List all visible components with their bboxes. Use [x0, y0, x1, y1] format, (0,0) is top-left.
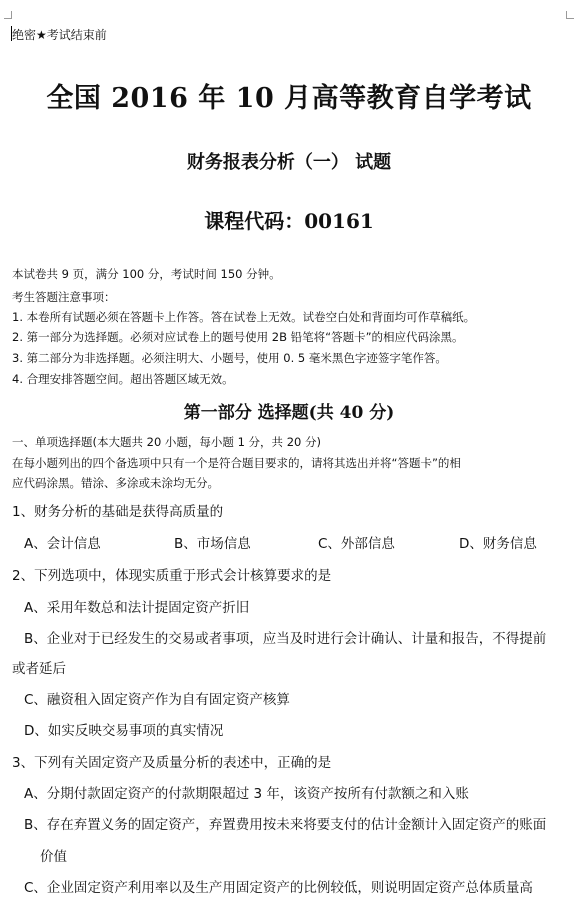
instruction-line: 2. 第一部分为选择题。必须对应试卷上的题号使用 2B 铅笔将“答题卡”的相应代码涂黑。 [12, 330, 464, 344]
question-stem: 1、财务分析的基础是获得高质量的 [12, 504, 224, 520]
crop-mark [11, 11, 12, 19]
single-choice-intro: 应代码涂黑。错涂、多涂或未涂均无分。 [12, 476, 219, 490]
instruction-line: 4. 合理安排答题空间。超出答题区域无效。 [12, 372, 234, 386]
question-option: C、企业固定资产利用率以及生产用固定资产的比例较低，则说明固定资产总体质量高 [24, 880, 533, 896]
question-option: A、采用年数总和法计提固定资产折旧 [24, 600, 250, 616]
question-option: A、分期付款固定资产的付款期限超过 3 年，该资产按所有付款额之和入账 [24, 786, 469, 802]
instruction-line: 本试卷共 9 页，满分 100 分，考试时间 150 分钟。 [12, 267, 281, 281]
question-option: D、财务信息 [459, 536, 537, 552]
instruction-line: 3. 第二部分为非选择题。必须注明大、小题号，使用 0. 5 毫米黑色字迹签字笔作答。 [12, 351, 447, 365]
question-option: B、存在弃置义务的固定资产，弃置费用按未来将要支付的估计金额计入固定资产的账面 [24, 817, 547, 833]
confidential-note: 绝密★考试结束前 [12, 28, 107, 42]
question-stem: 3、下列有关固定资产及质量分析的表述中，正确的是 [12, 755, 332, 771]
question-option-continuation: 或者延后 [12, 661, 66, 677]
question-option: B、企业对于已经发生的交易或者事项，应当及时进行会计确认、计量和报告，不得提前 [24, 631, 547, 647]
question-option-continuation: 价值 [40, 849, 67, 865]
question-option: B、市场信息 [174, 536, 251, 552]
exam-title: 全国 2016 年 10 月高等教育自学考试 [46, 83, 532, 114]
instruction-line: 1. 本卷所有试题必须在答题卡上作答。答在试卷上无效。试卷空白处和背面均可作草稿纸。 [12, 310, 476, 324]
question-option: C、外部信息 [318, 536, 395, 552]
subject-title: 财务报表分析（一） 试题 [186, 152, 392, 173]
question-option: A、会计信息 [24, 536, 101, 552]
section-title: 第一部分 选择题(共 40 分) [183, 403, 395, 423]
course-code: 课程代码：00161 [204, 209, 374, 233]
single-choice-intro: 在每小题列出的四个备选项中只有一个是符合题目要求的，请将其选出并将“答题卡”的相 [12, 456, 461, 470]
crop-mark [566, 11, 567, 19]
instruction-line: 考生答题注意事项： [12, 290, 116, 304]
question-option: C、融资租入固定资产作为自有固定资产核算 [24, 692, 290, 708]
crop-mark [566, 18, 574, 19]
single-choice-heading: 一、单项选择题(本大题共 20 小题，每小题 1 分，共 20 分) [12, 435, 321, 449]
question-stem: 2、下列选项中，体现实质重于形式会计核算要求的是 [12, 568, 332, 584]
question-option: D、如实反映交易事项的真实情况 [24, 723, 224, 739]
